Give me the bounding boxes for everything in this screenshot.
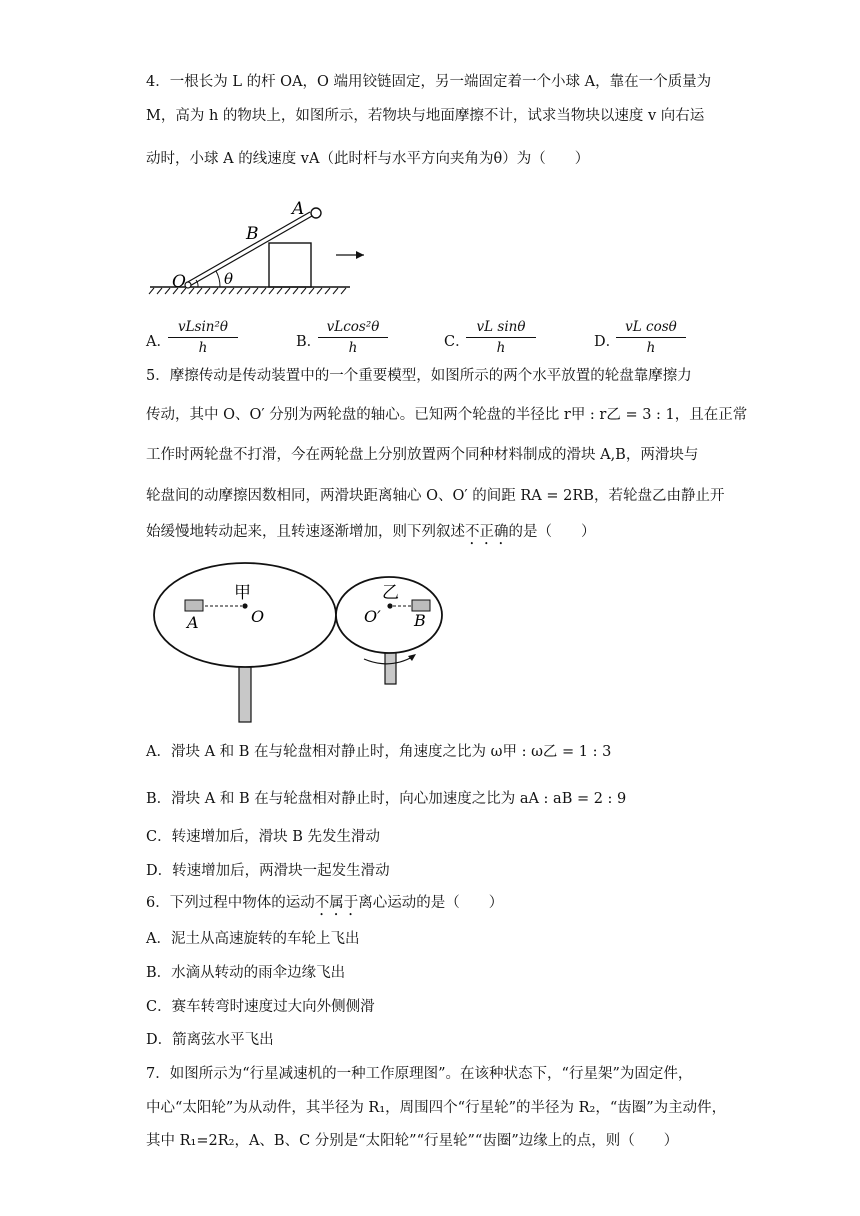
q7-text-line-1: 7．如图所示为“行星减速机的一种工作原理图”。在该种状态下，“行星架”为固定件，: [146, 1066, 693, 1082]
q5-text-line-3: 工作时两轮盘不打滑，今在两轮盘上分别放置两个同种材料制成的滑块 A,B，两滑块与: [146, 447, 699, 463]
q5-text-line-2: 传动，其中 O、O′ 分别为两轮盘的轴心。已知两个轮盘的半径比 r甲 : r乙 = 3 : 1，且在正常: [146, 407, 748, 423]
q5-emphasis-text: 不正确: [465, 524, 509, 540]
q5-line-5-pre: 始缓慢地转动起来，且转速逐渐增加，则下列叙述: [146, 524, 465, 540]
rod-edge-upper: [186, 212, 310, 283]
label-theta: θ: [224, 270, 234, 288]
q4-text-line-1: 4．一根长为 L 的杆 OA，O 端用铰链固定，另一端固定着一个小球 A，靠在一个质量为: [146, 74, 712, 90]
label-B: B: [246, 224, 259, 244]
q6-option-c[interactable]: C．赛车转弯时速度过大向外侧侧滑: [146, 999, 375, 1015]
q7-text-line-3: 其中 R₁=2R₂，A、B、C 分别是“太阳轮”“行星轮”“齿圈”边缘上的点，则（ ）: [146, 1133, 679, 1149]
rotation-arrowhead: [408, 654, 416, 661]
q5-text-line-4: 轮盘间的动摩擦因数相同，两滑块距离轴心 O、O′ 的间距 RA = 2RB，若轮盘乙由静止开: [146, 488, 725, 504]
label-B: B: [414, 611, 426, 630]
q4-text-line-3: 动时，小球 A 的线速度 vA（此时杆与水平方向夹角为θ）为（ ）: [146, 151, 590, 167]
q6-line-1-pre: 6．下列过程中物体的运动: [146, 895, 315, 911]
slider-A: [185, 600, 203, 611]
q5-figure: [150, 560, 470, 725]
q5-option-b[interactable]: B．滑块 A 和 B 在与轮盘相对静止时，向心加速度之比为 aA : aB = 2 : 9: [146, 791, 627, 807]
q4-option-d-denominator: h: [646, 340, 656, 356]
ball-A: [311, 208, 321, 218]
block: [269, 243, 311, 287]
q4-option-c-numerator: vL sinθ: [466, 318, 536, 338]
q6-text-line-1: [146, 893, 503, 919]
q6-line-1-post: 离心运动的是（ ）: [358, 895, 504, 911]
q4-option-d-fraction: [616, 318, 686, 357]
q4-figure: [140, 195, 370, 305]
q7-text-line-2: 中心“太阳轮”为从动件，其半径为 R₁，周围四个“行星轮”的半径为 R₂，“齿圈”为主动件，: [146, 1100, 727, 1116]
q4-option-b-label: B．: [296, 334, 322, 350]
wheel-jia: [154, 563, 336, 667]
q4-option-d-label: D．: [594, 334, 621, 350]
label-O: O: [251, 607, 265, 626]
label-A: A: [292, 199, 305, 219]
q6-emphasis-text: 不属于: [314, 895, 359, 911]
axle-O-prime: [387, 603, 392, 608]
label-jia: 甲: [234, 583, 251, 603]
q4-option-c-denominator: h: [496, 340, 506, 356]
label-O-prime: O′: [364, 607, 381, 626]
q5-option-a[interactable]: A．滑块 A 和 B 在与轮盘相对静止时，角速度之比为 ω甲 : ω乙 = 1 : 3: [146, 744, 612, 760]
q5-option-c[interactable]: C．转速增加后，滑块 B 先发生滑动: [146, 829, 380, 845]
q4-options: [146, 318, 706, 362]
label-yi: 乙: [382, 583, 399, 603]
q4-option-a-denominator: h: [198, 340, 208, 356]
q4-option-a-fraction: [168, 318, 238, 357]
q4-option-a-numerator: vLsin²θ: [168, 318, 238, 338]
slider-B: [412, 600, 430, 611]
q4-option-d-numerator: vL cosθ: [616, 318, 686, 338]
q4-text-line-2: M，高为 h 的物块上，如图所示，若物块与地面摩擦不计，试求当物块以速度 v 向右运: [146, 108, 705, 124]
label-A: A: [187, 613, 199, 632]
q4-option-b-fraction: [318, 318, 388, 357]
q4-option-b-denominator: h: [348, 340, 358, 356]
theta-arc: [216, 271, 220, 287]
q6-option-b[interactable]: B．水滴从转动的雨伞边缘飞出: [146, 965, 346, 981]
q4-option-c-fraction: [466, 318, 536, 357]
q6-option-d[interactable]: D．箭离弦水平飞出: [146, 1032, 274, 1048]
q5-text-line-5: [146, 522, 596, 548]
q5-text-line-1: 5．摩擦传动是传动装置中的一个重要模型，如图所示的两个水平放置的轮盘靠摩擦力: [146, 368, 692, 384]
q5-line-5-post: 的是（ ）: [508, 524, 596, 540]
q5-option-d[interactable]: D．转速增加后，两滑块一起发生滑动: [146, 863, 390, 879]
q4-option-a-label: A．: [146, 334, 171, 350]
shaft-jia: [239, 660, 251, 722]
motion-arrowhead: [356, 251, 364, 259]
q4-option-b-numerator: vLcos²θ: [318, 318, 388, 338]
q4-option-c-label: C．: [444, 334, 470, 350]
axle-O: [242, 603, 247, 608]
label-O: O: [172, 272, 186, 292]
q6-option-a[interactable]: A．泥土从高速旋转的车轮上飞出: [146, 931, 360, 947]
